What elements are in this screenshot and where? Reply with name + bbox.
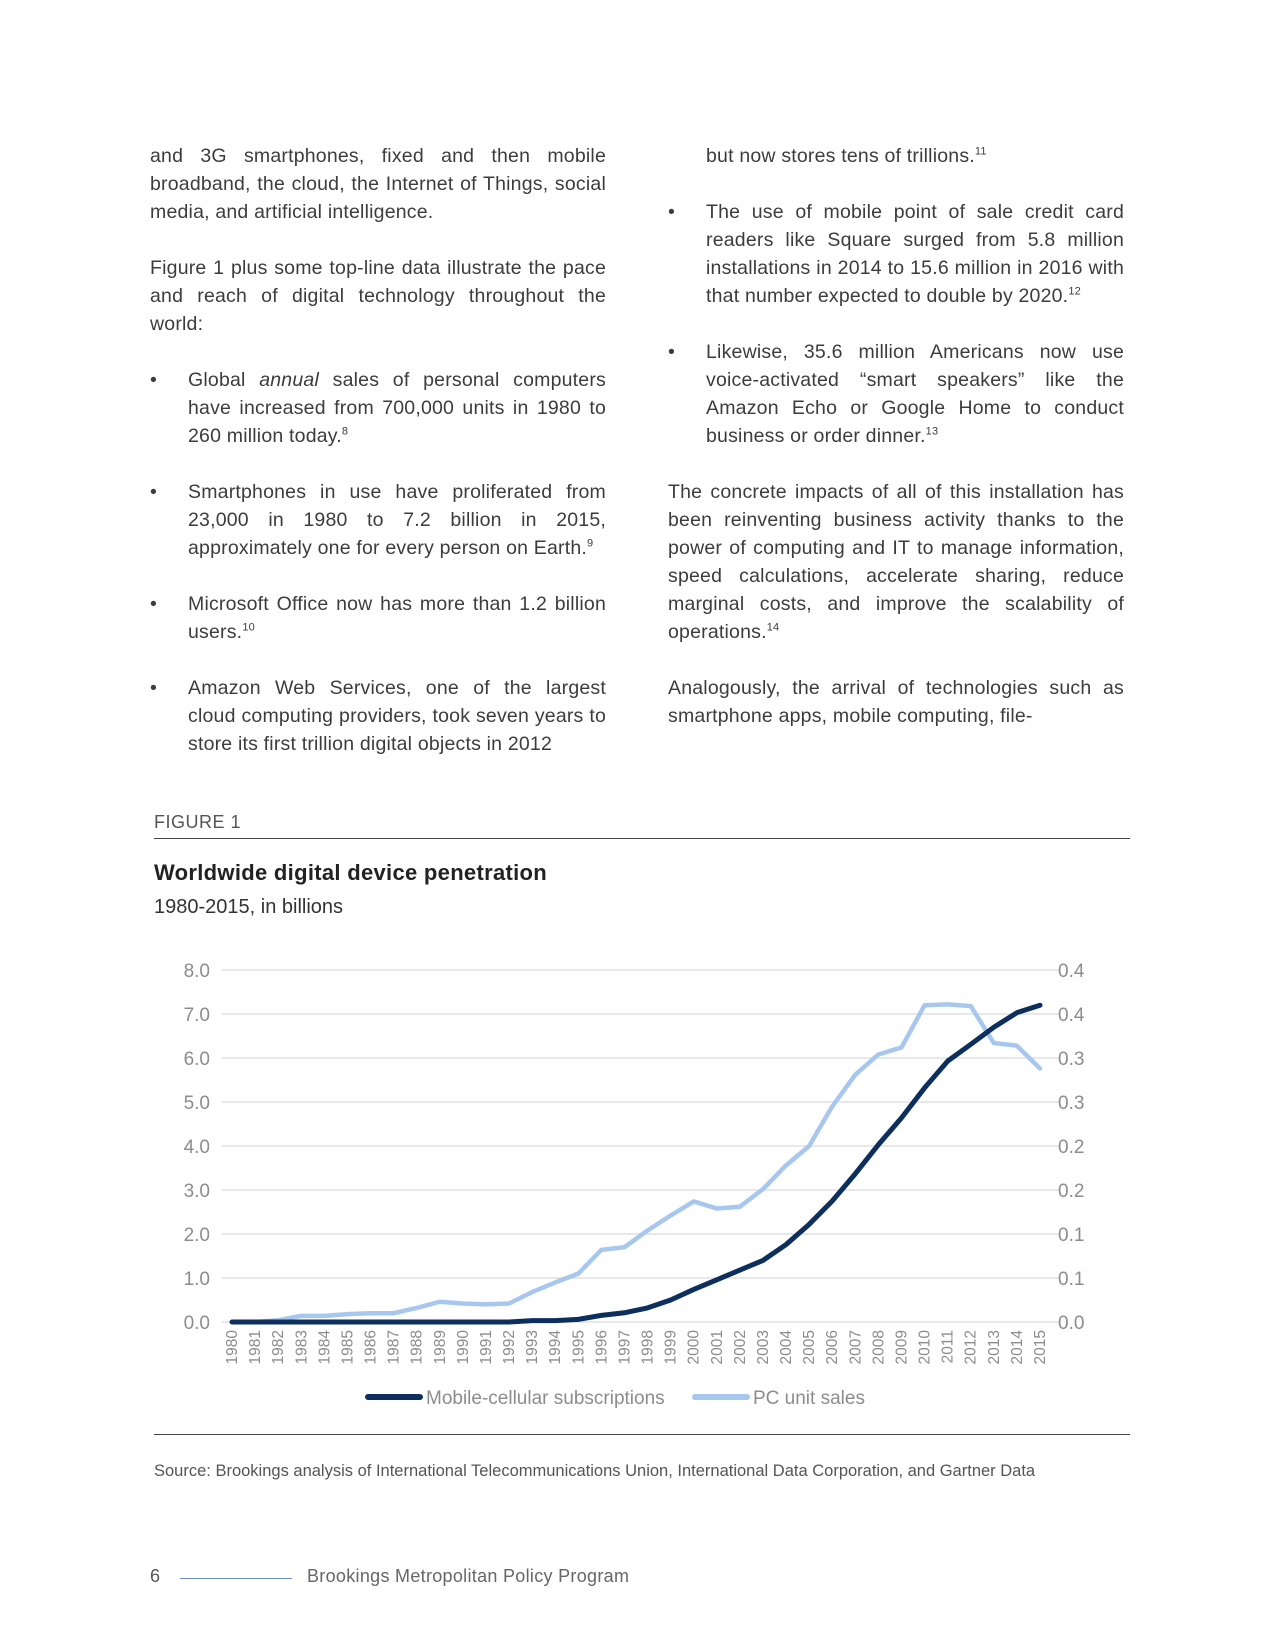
x-axis-tick-label: 1995 [570, 1330, 588, 1365]
x-axis-tick-label: 1982 [270, 1330, 288, 1365]
bullet-text: Global [188, 369, 260, 391]
x-axis-tick-label: 1989 [431, 1330, 449, 1365]
x-axis-tick-label: 2009 [893, 1330, 911, 1365]
left-axis-tick-label: 5.0 [183, 1093, 210, 1114]
figure-bottom-rule [154, 1434, 1130, 1435]
bullet-text: Microsoft Office now has more than 1.2 billion users. [188, 593, 606, 643]
left-axis-tick-label: 7.0 [183, 1005, 210, 1026]
x-axis-tick-label: 1996 [593, 1330, 611, 1365]
x-axis-tick-label: 1985 [339, 1330, 357, 1365]
footnote-ref[interactable]: 11 [974, 145, 987, 158]
bullet-text: The use of mobile point of sale credit card readers like Square surged from 5.8 million installations in 2014 to 15.6 million in 2016 with that number expected to double by 2020. [706, 201, 1124, 307]
bullet-continuation [668, 142, 1124, 170]
bullet-dot: • [150, 677, 158, 699]
x-axis-tick-label: 1998 [639, 1330, 657, 1365]
left-axis-tick-label: 3.0 [183, 1181, 210, 1202]
gridlines [222, 970, 1060, 1322]
figure-subtitle: 1980-2015, in billions [154, 896, 344, 918]
legend-mobile-cellular-label: Mobile-cellular subscriptions [426, 1388, 665, 1409]
x-axis-tick-label: 2010 [916, 1330, 934, 1365]
bullet-item [668, 198, 1124, 310]
left-axis-tick-label: 6.0 [183, 1049, 210, 1070]
footnote-ref[interactable]: 8 [341, 425, 349, 438]
figure-source-note: Source: Brookings analysis of International Telecommunications Union, International Data Corporation, and Gartner Data [154, 1462, 1036, 1480]
footnote-ref[interactable]: 10 [242, 621, 255, 634]
left-axis-tick-label: 1.0 [183, 1269, 210, 1290]
x-axis-tick-label: 1991 [477, 1330, 495, 1365]
chart-legend [368, 1388, 865, 1409]
paragraph: Analogously, the arrival of technologies such as smartphone apps, mobile computing, file- [668, 677, 1124, 727]
right-axis-tick-label: 0.2 [1058, 1181, 1085, 1202]
page-number: 6 [150, 1566, 161, 1586]
x-axis-tick-label: 2007 [847, 1330, 865, 1365]
bullet-item [150, 478, 606, 562]
bullet-text: Amazon Web Services, one of the largest cloud computing providers, took seven years to store its first trillion digital objects in 2012 [188, 677, 606, 755]
footnote-ref[interactable]: 13 [925, 425, 939, 438]
x-axis-tick-label: 1997 [616, 1330, 634, 1365]
left-axis-tick-label: 4.0 [183, 1137, 210, 1158]
x-axis-ticks [224, 1330, 1049, 1365]
line-chart [150, 945, 1140, 1415]
bullet-item [150, 366, 606, 450]
figure-label: FIGURE 1 [154, 812, 242, 832]
left-axis-tick-label: 0.0 [183, 1313, 210, 1334]
x-axis-tick-label: 2003 [754, 1330, 772, 1365]
x-axis-tick-label: 1994 [547, 1330, 565, 1365]
right-axis-tick-label: 0.4 [1058, 1005, 1085, 1026]
emphasis-text: annual [259, 369, 319, 391]
bullet-item [150, 590, 606, 646]
bullet-item [668, 338, 1124, 450]
bullet-dot: • [150, 481, 158, 503]
series-line-pc-sales [232, 1004, 1040, 1322]
series-lines [232, 1004, 1040, 1322]
footnote-ref[interactable]: 14 [766, 621, 780, 634]
series-line-mobile-cellular [232, 1005, 1040, 1322]
left-text-column [150, 142, 606, 786]
x-axis-tick-label: 1993 [524, 1330, 542, 1365]
bullet-text: Likewise, 35.6 million Americans now use voice-activated “smart speakers” like the Amazon Echo or Google Home to conduct business or order dinner. [706, 341, 1124, 447]
figure-top-rule [154, 838, 1130, 839]
left-axis-ticks [184, 961, 210, 1334]
left-axis-tick-label: 2.0 [183, 1225, 210, 1246]
footer-publisher: Brookings Metropolitan Policy Program [307, 1566, 630, 1586]
x-axis-tick-label: 2013 [985, 1330, 1003, 1365]
paragraph: Figure 1 plus some top-line data illustrate the pace and reach of digital technology throughout the world: [150, 257, 606, 335]
right-axis-tick-label: 0.0 [1058, 1313, 1085, 1334]
x-axis-tick-label: 2012 [962, 1330, 980, 1365]
footnote-ref[interactable]: 9 [587, 537, 594, 550]
x-axis-tick-label: 1987 [385, 1330, 403, 1365]
x-axis-tick-label: 2000 [685, 1330, 703, 1365]
legend-pc-sales-label: PC unit sales [753, 1388, 865, 1409]
footer-divider [180, 1578, 292, 1579]
x-axis-tick-label: 2015 [1032, 1330, 1049, 1365]
x-axis-tick-label: 1983 [293, 1330, 311, 1365]
left-axis-tick-label: 8.0 [183, 961, 210, 982]
bullet-dot: • [668, 341, 676, 363]
right-axis-tick-label: 0.3 [1058, 1049, 1085, 1070]
right-text-column [668, 142, 1124, 758]
x-axis-tick-label: 1990 [454, 1330, 472, 1365]
right-axis-ticks [1058, 961, 1085, 1334]
x-axis-tick-label: 2005 [801, 1330, 819, 1365]
right-axis-tick-label: 0.2 [1058, 1137, 1085, 1158]
x-axis-tick-label: 1992 [501, 1330, 519, 1365]
x-axis-tick-label: 2004 [778, 1330, 796, 1365]
x-axis-tick-label: 1988 [408, 1330, 426, 1365]
x-axis-tick-label: 2002 [731, 1330, 749, 1365]
figure-title: Worldwide digital device penetration [154, 860, 548, 885]
x-axis-tick-label: 1999 [662, 1330, 680, 1365]
right-axis-tick-label: 0.1 [1058, 1269, 1085, 1290]
bullet-dot: • [668, 201, 676, 223]
paragraph-text: The concrete impacts of all of this installation has been reinventing business activity thanks to the power of computing and IT to manage information, speed calculations, accelerate sharing, reduce marginal costs, and improve the scalability of operations. [668, 481, 1124, 643]
right-axis-tick-label: 0.4 [1058, 961, 1085, 982]
paragraph [668, 478, 1124, 646]
right-axis-tick-label: 0.1 [1058, 1225, 1085, 1246]
x-axis-tick-label: 1986 [362, 1330, 380, 1365]
x-axis-tick-label: 1984 [316, 1330, 334, 1365]
x-axis-tick-label: 1981 [247, 1330, 265, 1365]
x-axis-tick-label: 2006 [824, 1330, 842, 1365]
bullet-text: but now stores tens of trillions. [706, 145, 975, 167]
footnote-ref[interactable]: 12 [1068, 285, 1081, 298]
bullet-item [150, 674, 606, 758]
bullet-dot: • [150, 369, 158, 391]
paragraph: and 3G smartphones, fixed and then mobile broadband, the cloud, the Internet of Things, social media, and artificial intelligence. [150, 145, 606, 223]
bullet-dot: • [150, 593, 158, 615]
x-axis-tick-label: 2001 [708, 1330, 726, 1365]
x-axis-tick-label: 1980 [224, 1330, 241, 1365]
x-axis-tick-label: 2011 [939, 1330, 957, 1364]
bullet-text: Smartphones in use have proliferated from 23,000 in 1980 to 7.2 billion in 2015, approximately one for every person on Earth. [188, 481, 606, 559]
right-axis-tick-label: 0.3 [1058, 1093, 1085, 1114]
x-axis-tick-label: 2014 [1008, 1330, 1026, 1365]
bullet-text: sales of personal computers have increased from 700,000 units in 1980 to 260 million today. [188, 369, 606, 447]
x-axis-tick-label: 2008 [870, 1330, 888, 1365]
